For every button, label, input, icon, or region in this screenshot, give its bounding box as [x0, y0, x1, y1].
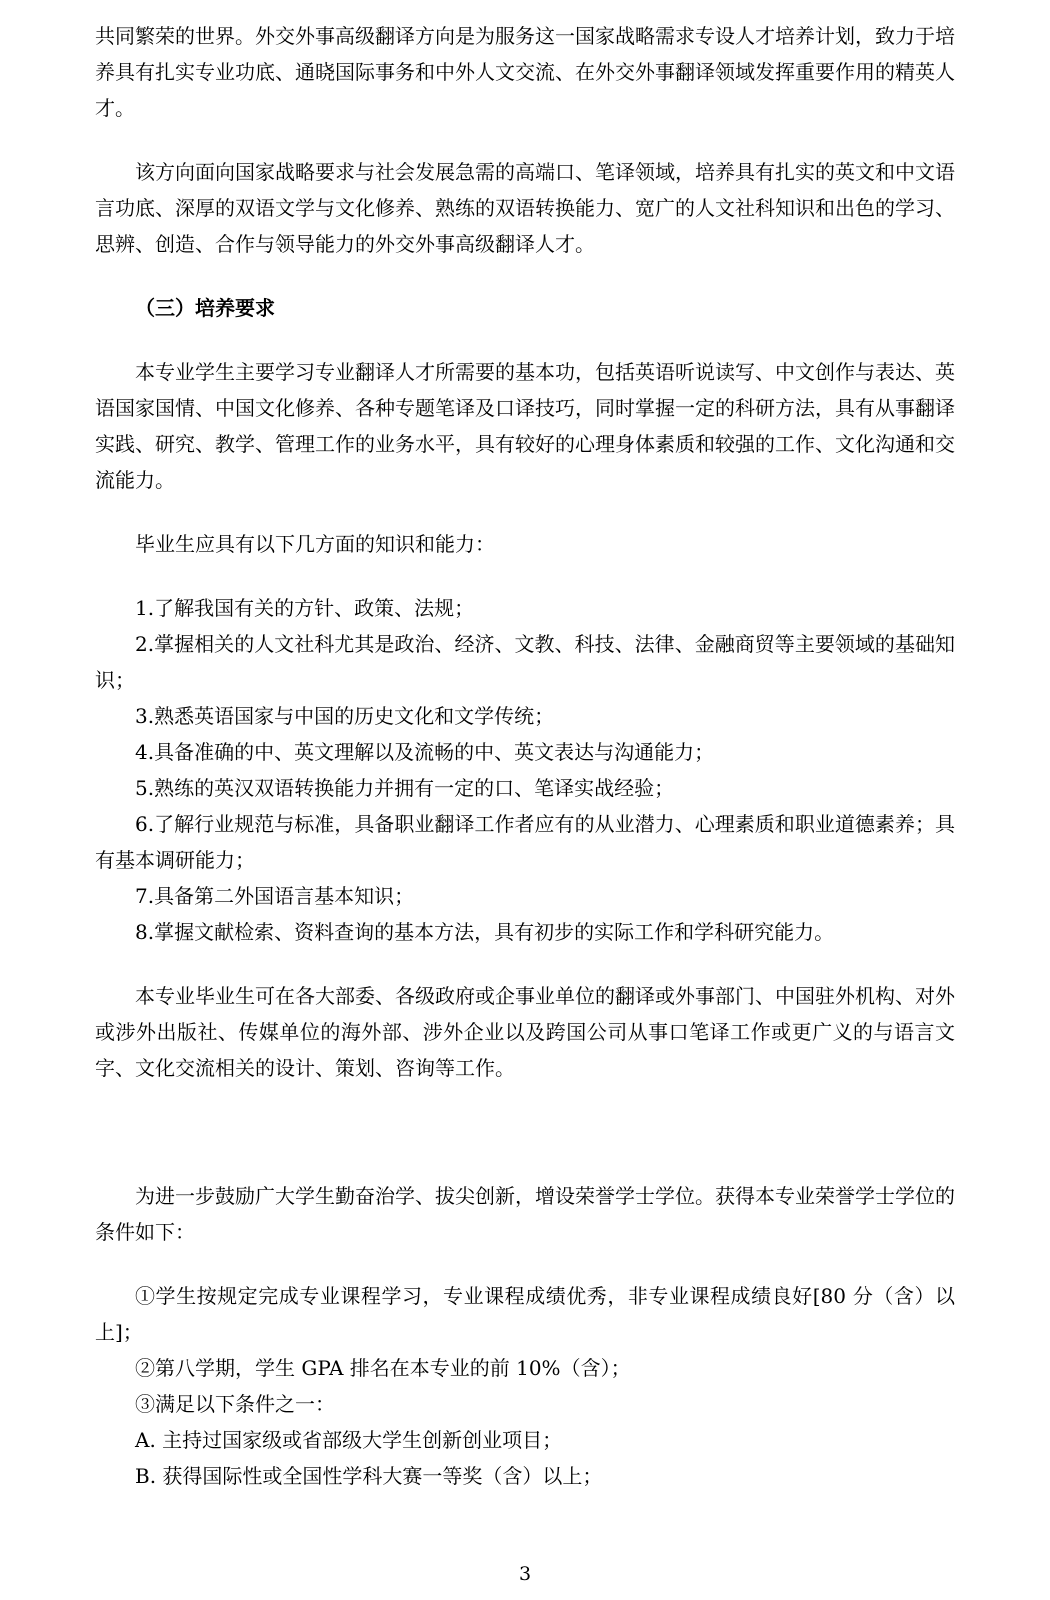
section-heading-training-requirements: （三）培养要求 — [135, 296, 275, 320]
list-item: 8.掌握文献检索、资料查询的基本方法，具有初步的实际工作和学科研究能力。 — [135, 920, 835, 944]
honors-conditions-list — [95, 1278, 955, 1494]
paragraph-basic-skills: 本专业学生主要学习专业翻译人才所需要的基本功，包括英语听说读写、中文创作与表达、英语国家国情、中国文化修养、各种专题笔译及口译技巧，同时掌握一定的科研方法，具有从事翻译实践、研究、教学、管理工作的业务水平，具有较好的心理身体素质和较强的工作、文化沟通和交流能力。 — [95, 360, 955, 492]
list-item: 7.具备第二外国语言基本知识； — [135, 884, 415, 908]
paragraph-honors-intro: 为进一步鼓励广大学生勤奋治学、拔尖创新，增设荣誉学士学位。获得本专业荣誉学士学位的条件如下： — [95, 1184, 955, 1244]
paragraph-direction-goals: 该方向面向国家战略要求与社会发展急需的高端口、笔译领域，培养具有扎实的英文和中文语言功底、深厚的双语文学与文化修养、熟练的双语转换能力、宽广的人文社科知识和出色的学习、思辨、创造、合作与领导能力的外交外事高级翻译人才。 — [95, 160, 955, 256]
list-item: 1.了解我国有关的方针、政策、法规； — [135, 596, 475, 620]
paragraph-continuation: 共同繁荣的世界。外交外事高级翻译方向是为服务这一国家战略需求专设人才培养计划，致力于培养具有扎实专业功底、通晓国际事务和中外人文交流、在外交外事翻译领域发挥重要作用的精英人才。 — [95, 24, 955, 120]
list-item: 4.具备准确的中、英文理解以及流畅的中、英文表达与沟通能力； — [135, 740, 715, 764]
list-item: B. 获得国际性或全国性学科大赛一等奖（含）以上； — [135, 1464, 603, 1488]
paragraph-graduates-intro: 毕业生应具有以下几方面的知识和能力： — [135, 532, 495, 556]
list-item: ③满足以下条件之一： — [135, 1392, 335, 1416]
list-item: ②第八学期，学生 GPA 排名在本专业的前 10%（含）； — [135, 1356, 631, 1380]
paragraph-career-prospects: 本专业毕业生可在各大部委、各级政府或企事业单位的翻译或外事部门、中国驻外机构、对外或涉外出版社、传媒单位的海外部、涉外企业以及跨国公司从事口笔译工作或更广义的与语言文字、文化交流相关的设计、策划、咨询等工作。 — [95, 984, 955, 1080]
list-item: 2.掌握相关的人文社科尤其是政治、经济、文教、科技、法律、金融商贸等主要领域的基础知识； — [95, 632, 955, 692]
list-item: A. 主持过国家级或省部级大学生创新创业项目； — [135, 1428, 563, 1452]
list-item: ①学生按规定完成专业课程学习，专业课程成绩优秀，非专业课程成绩良好[80 分（含）以上]； — [95, 1284, 955, 1344]
list-item: 3.熟悉英语国家与中国的历史文化和文学传统； — [135, 704, 555, 728]
knowledge-ability-list — [95, 590, 955, 950]
list-item: 6.了解行业规范与标准，具备职业翻译工作者应有的从业潜力、心理素质和职业道德素养；具有基本调研能力； — [95, 812, 955, 872]
list-item: 5.熟练的英汉双语转换能力并拥有一定的口、笔译实战经验； — [135, 776, 675, 800]
page-number: 3 — [518, 1563, 532, 1585]
